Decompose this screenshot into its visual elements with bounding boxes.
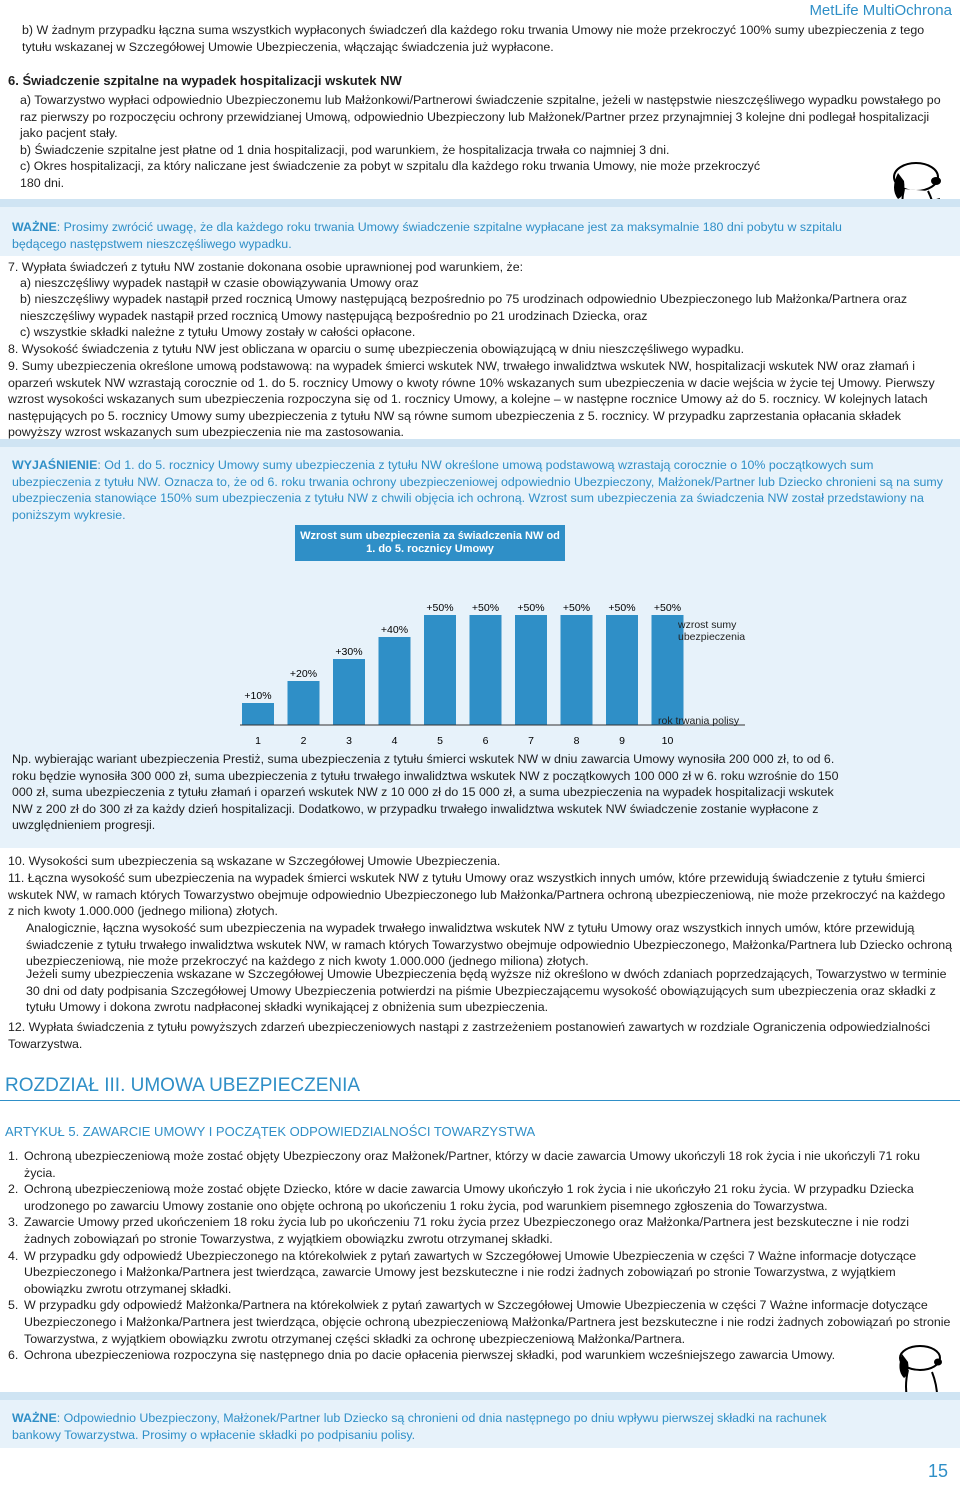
article-item: [8, 1148, 954, 1181]
chart-bar: [561, 615, 593, 725]
important-text: : Prosimy zwrócić uwagę, że dla każdego roku trwania Umowy świadczenie szpitalne wypłacane jest za maksymalnie 180 dni pobytu w szpitalu będącego następstwem nieszczęśliwego wypadku.: [12, 220, 842, 251]
sec6-title: 6. Świadczenie szpitalne na wypadek hospitalizacji wskutek NW: [8, 73, 402, 88]
chart-bar: [424, 615, 456, 725]
important-tag: WAŻNE: [12, 220, 57, 234]
page-number: 15: [927, 1461, 948, 1481]
article-item: [8, 1347, 954, 1364]
article-item: [8, 1248, 954, 1298]
important-tag: WAŻNE: [12, 1411, 57, 1425]
para-b-top: b) W żadnym przypadku łączna suma wszystkich wypłaconych świadczeń dla każdego roku trwania Umowy nie może przekroczyć 100% sumy ubezpieczenia z tego tytułu wskazanej w Szczegółowej Umowie Ubezpieczenia, włączając świadczenia już wypłacone.: [22, 23, 925, 54]
sec8: 8. Wysokość świadczenia z tytułu NW jest obliczana w oparciu o sumę ubezpieczenia obowiązującą w dniu nieszczęśliwego wypadku.: [8, 342, 745, 356]
sec6-b: b) Świadczenie szpitalne jest płatne od 1 dnia hospitalizacji, pod warunkiem, że hospitalizacja trwała co najmniej 3 dni.: [20, 143, 670, 157]
sec6-c: c) Okres hospitalizacji, za który naliczane jest świadczenie za pobyt w szpitalu dla każdego roku trwania Umowy, nie może przekroczyć 180 dni.: [20, 159, 761, 190]
chart-data-label: +50%: [426, 602, 454, 614]
important-text: : Odpowiednio Ubezpieczony, Małżonek/Partner lub Dziecko są chronieni od dnia następnego po dniu wpływu pierwszej składki na rachunek bankowy Towarzystwa. Prosimy o wpłacenie składki po podpisaniu polisy.: [12, 1411, 827, 1442]
sec7-c: c) wszystkie składki należne z tytułu Umowy zostały w całości opłacone.: [20, 325, 416, 339]
sec9: 9. Sumy ubezpieczenia określone umową podstawową: na wypadek śmierci wskutek NW, trwałego inwalidztwa wskutek NW, hospitalizacji wskutek NW oraz złamań i oparzeń wskutek NW wzrastają corocznie od 1. do 5. rocznicy Umowy o kwoty równe 10% wskazanych sum ubezpieczenia w dacie wejścia w życie tej Umowy. Pierwszy wzrost wysokości wskazanych sum ubezpieczenia rozpoczyna się od 1. rocznicy Umowy, a kolejne – w następne rocznice Umowy aż do 5. rocznicy. W kolejnych latach następujących po 5. rocznicy Umowy sumy ubezpieczenia z tytułu NW są równe sumom ubezpieczenia z 5. rocznicy. W przypadku zaprzestania opłacania składek powyższy wzrost wskazanych sum ubezpieczenia nie ma zastosowania.: [8, 359, 935, 440]
article-list: [8, 1148, 954, 1364]
important-box-1: [0, 199, 960, 256]
chart-data-label: +40%: [380, 624, 409, 636]
chart-data-label: +50%: [608, 602, 636, 614]
chart-x-tick: 1: [255, 735, 261, 747]
chart-x-tick: 6: [482, 735, 489, 747]
article-item-number: 1.: [8, 1149, 19, 1163]
chart-bar: [379, 637, 411, 725]
chapter-divider: [0, 1100, 960, 1101]
chart-data-label: +50%: [562, 602, 591, 614]
chart-data-label: +50%: [471, 602, 500, 614]
sec7-a: a) nieszczęśliwy wypadek nastąpił w czasie obowiązywania Umowy oraz: [20, 276, 419, 290]
chart-x-tick: 7: [528, 735, 534, 747]
article-item-number: 4.: [8, 1248, 19, 1263]
explanation-tag: WYJAŚNIENIE: [12, 458, 98, 472]
article-item-text: Ochrona ubezpieczeniowa rozpoczyna się następnego dnia po dacie opłacenia pierwszej składki, pod warunkiem wcześniejszego zawarcia Umowy.: [24, 1348, 836, 1363]
article-item-text: W przypadku gdy odpowiedź Małżonka/Partnera na którekolwiek z pytań zawartych w Szczegółowej Umowie Ubezpieczenia w części 7 Ważne informacje dotyczące Ubezpieczonego i Małżonka/Partnera jest twierdząca, objęcie ochroną ubezpieczeniową Małżonka/Partnera jest bezskuteczne i nie rodzi żadnych zobowiązań po stronie Towarzystwa, z wyjątkiem obowiązku zwrotu otrzymanej części składki za ochronę ubezpieczeniową Małżonka/Partnera.: [24, 1298, 951, 1346]
chart-title: Wzrost sum ubezpieczenia za świadczenia NW od 1. do 5. rocznicy Umowy: [300, 530, 560, 555]
chart-x-tick: 8: [573, 735, 580, 747]
example-text: Np. wybierając wariant ubezpieczenia Prestiż, suma ubezpieczenia z tytułu śmierci wskutek NW w dniu zawarcia Umowy wynosiła 200 000 zł, to od 6. roku będzie wynosiła 300 000 zł, suma ubezpieczenia z tytułu trwałego inwalidztwa wskutek NW z początkowych 100 000 zł w 6. roku wzrośnie do 150 000 zł, suma ubezpieczenia z tytułu złamań i oparzeń wskutek NW z 10 000 zł do 15 000 zł, a suma ubezpieczenia na wypadek hospitalizacji wskutek NW z 200 zł do 300 zł za każdy dzień hospitalizacji. Dodatkowo, w przypadku trwałego inwalidztwa wskutek NW świadczenie zostanie wypłacone z uwzględnieniem progresji.: [12, 752, 839, 833]
sec10: 10. Wysokości sum ubezpieczenia są wskazane w Szczegółowej Umowie Ubezpieczenia.: [8, 854, 501, 868]
chart-bar: [515, 615, 547, 725]
sec6-a: a) Towarzystwo wypłaci odpowiednio Ubezpieczonemu lub Małżonkowi/Partnerowi świadczenie szpitalne, jeżeli w następstwie nieszczęśliwego wypadku powstałego po raz pierwszy po rozpoczęciu ochrony przewidzianej Umową, odpowiednio Ubezpieczony lub Małżonek/Partner przez przynajmniej 3 kolejne dni podlegał hospitalizacji jako pacjent stały.: [20, 93, 941, 141]
article-title: ARTYKUŁ 5. ZAWARCIE UMOWY I POCZĄTEK ODPOWIEDZIALNOŚCI TOWARZYSTWA: [5, 1124, 536, 1139]
chart-bar: [288, 681, 320, 725]
sec11-p1: 11. Łączna wysokość sum ubezpieczenia na wypadek śmierci wskutek NW z tytułu Umowy oraz wszystkich innych umów, które przewidują świadczenie z tytułu śmierci wskutek NW, w ramach których Towarzystwo obejmuje odpowiednio Ubezpieczonego lub Małżonka/Partnera ochroną ubezpieczeniową, nie może przekroczyć na każdego z nich kwoty 1.000.000 (jednego miliona) złotych.: [8, 871, 946, 919]
explanation-text: : Od 1. do 5. rocznicy Umowy sumy ubezpieczenia z tytułu NW określone umową podstawową wzrastają corocznie o 10% początkowych sum ubezpieczenia z tytułu NW. Oznacza to, że od 6. roku trwania ochrony ubezpieczeniowej odpowiednio Ubezpieczony, Małżonek/Partner lub Dziecko chronieni są na sumy ubezpieczenia stanowiące 150% sum ubezpieczenia z tytułu NW z chwili objęcia ich ochroną. Wzrost sum ubezpieczenia za świadczenia NW został przedstawiony na poniższym wykresie.: [12, 458, 943, 522]
article-item-text: Ochroną ubezpieczeniową może zostać objęte Dziecko, które w dacie zawarcia Umowy ukończyło 1 rok życia i nie ukończyło 21 roku życia. W przypadku Dziecka urodzonego po zawarciu Umowy zostanie ono objęte ochroną po ukończeniu 1 roku życia, pod warunkiem pisemnego zgłoszenia do Towarzystwa.: [24, 1182, 914, 1213]
chart-data-label: +20%: [289, 668, 318, 680]
chart-bar: [470, 615, 502, 725]
sec12: 12. Wypłata świadczenia z tytułu powyższych zdarzeń ubezpieczeniowych nastąpi z zastrzeżeniem postanowień zawartych w rozdziale Ograniczenia odpowiedzialności Towarzystwa.: [8, 1020, 931, 1051]
legend-swatch: [660, 620, 672, 628]
chart-data-label: +30%: [335, 646, 363, 658]
chart-x-tick: 10: [661, 735, 674, 747]
article-item-text: W przypadku gdy odpowiedź Ubezpieczonego na którekolwiek z pytań zawartych w Szczegółowej Umowie Ubezpieczenia w części 7 Ważne informacje dotyczące Ubezpieczonego i Małżonka/Partnera jest twierdząca, zawarcie Umowy jest bezskuteczne i nie rodzi żadnych zobowiązań po stronie Towarzystwa, z wyjątkiem obowiązku zwrotu otrzymanej składki.: [24, 1248, 917, 1296]
article-item: [8, 1181, 954, 1214]
article-item-number: 2.: [8, 1182, 19, 1197]
brand-name: MetLife MultiOchrona: [809, 2, 952, 19]
article-item-text: Zawarcie Umowy przed ukończeniem 18 roku życia lub po ukończeniu 71 roku życia przez Ubezpieczonego oraz Małżonka/Partnera jest bezskuteczne i nie rodzi żadnych zobowiązań po stronie Towarzystwa, z wyjątkiem obowiązku zwrotu otrzymanej składki.: [24, 1215, 909, 1246]
sec7-title: 7. Wypłata świadczeń z tytułu NW zostanie dokonana osobie uprawnionej pod warunkiem, że:: [8, 260, 524, 274]
chart-bar: [606, 615, 638, 725]
chart-x-tick: 3: [346, 735, 352, 747]
article-item-number: 6.: [8, 1348, 19, 1363]
article-item-number: 3.: [8, 1215, 19, 1230]
important-box-2: [0, 1392, 960, 1448]
article-item: [8, 1297, 954, 1347]
chart-bar: [333, 659, 365, 725]
sec11-p2: Analogicznie, łączna wysokość sum ubezpieczenia na wypadek trwałego inwalidztwa wskutek NW z tytułu Umowy oraz wszystkich innych umów, które przewidują świadczenie z tytułu trwałego inwalidztwa wskutek NW, w ramach których Towarzystwo obejmuje odpowiednio Ubezpieczonego, Małżonka/Partnera lub Dziecko ochroną ubezpieczeniową, nie może przekroczyć na każdego z nich kwoty 1.000.000 (jednego miliona) złotych.: [26, 921, 953, 969]
sec11-p3: Jeżeli sumy ubezpieczenia wskazane w Szczegółowej Umowie Ubezpieczenia będą wyższe niż określono w dwóch zdaniach poprzedzających, Towarzystwo w terminie 30 dni od daty podpisania Szczegółowej Umowy Ubezpieczenia potwierdzi na piśmie Ubezpieczającemu wysokość obowiązujących sum ubezpieczenia oraz składki z tytułu Umowy i dokona zwrotu nadpłaconej składki wynikającej z obniżenia sum ubezpieczenia.: [26, 967, 947, 1015]
sec7-b: b) nieszczęśliwy wypadek nastąpił przed rocznicą Umowy następującą bezpośrednio po 75 urodzinach odpowiednio Ubezpieczonego lub Małżonka/Partnera oraz nieszczęśliwy wypadek nastąpił przed rocznicą Umowy następującą bezpośrednio po 21 urodzinach Dziecka, oraz: [20, 292, 908, 323]
chart-x-tick: 5: [437, 735, 443, 747]
chart-bar: [242, 703, 274, 725]
chart-data-label: +10%: [244, 690, 272, 702]
chart-xlabel: rok trwania polisy: [658, 715, 740, 727]
chart-legend-label: wzrost sumy ubezpieczenia: [678, 619, 746, 643]
chapter-title: ROZDZIAŁ III. UMOWA UBEZPIECZENIA: [5, 1075, 361, 1096]
chart-data-label: +50%: [653, 602, 682, 614]
chart-data-label: +50%: [517, 602, 545, 614]
chart-x-tick: 9: [619, 735, 625, 747]
chart-x-tick: 2: [300, 735, 307, 747]
article-item-text: Ochroną ubezpieczeniową może zostać objęty Ubezpieczony oraz Małżonek/Partner, którzy w dacie zawarcia Umowy ukończyli 18 rok życia i nie ukończyli 71 roku życia.: [24, 1149, 920, 1180]
chart-x-tick: 4: [391, 735, 398, 747]
article-item-number: 5.: [8, 1298, 19, 1313]
article-item: [8, 1214, 954, 1247]
